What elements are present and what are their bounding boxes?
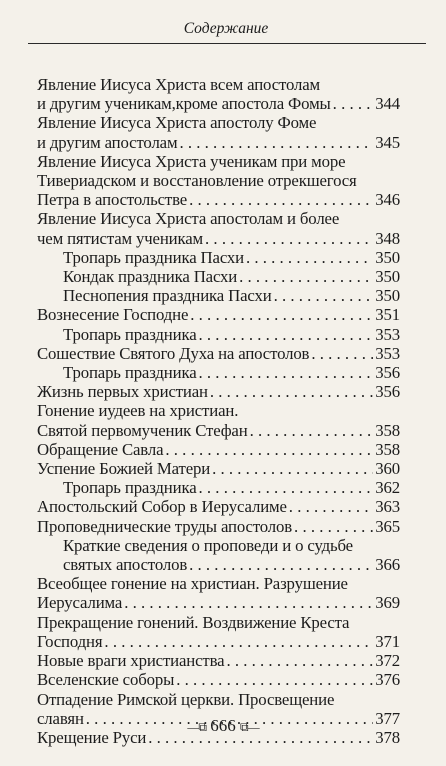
toc-leader-dots xyxy=(212,459,373,478)
toc-entry-line xyxy=(37,459,400,478)
toc-entry xyxy=(37,363,400,382)
toc-entry-line xyxy=(63,248,400,267)
toc-leader-dots xyxy=(189,555,373,574)
toc-page-number: 356 xyxy=(375,382,400,402)
toc-leader-dots xyxy=(199,478,374,497)
toc-leader-dots xyxy=(199,363,374,382)
toc-entry-line xyxy=(63,478,400,497)
table-of-contents xyxy=(37,75,400,747)
toc-entry-text: и другим апостолам xyxy=(37,132,178,152)
toc-entry-line xyxy=(37,133,400,152)
toc-entry xyxy=(37,574,400,612)
toc-page-number: 362 xyxy=(375,478,400,498)
toc-entry-text: и другим ученикам,кроме апостола Фомы xyxy=(37,94,331,114)
toc-entry-line xyxy=(37,209,400,228)
toc-entry-text: Песнопения праздника Пасхи xyxy=(63,286,272,306)
toc-entry-line xyxy=(37,152,400,171)
toc-entry xyxy=(37,248,400,267)
toc-leader-dots xyxy=(165,440,373,459)
toc-entry-text: чем пятистам ученикам xyxy=(37,228,204,248)
toc-entry xyxy=(37,305,400,324)
toc-page-number: 350 xyxy=(375,267,400,287)
toc-leader-dots xyxy=(294,517,373,536)
toc-entry-line xyxy=(37,593,400,612)
toc-entry-text: Крещение Руси xyxy=(37,727,147,747)
toc-leader-dots xyxy=(205,229,373,248)
toc-entry-line xyxy=(63,286,400,305)
toc-entry xyxy=(37,344,400,363)
toc-entry xyxy=(37,440,400,459)
toc-entry-line xyxy=(63,267,400,286)
toc-entry-text: Тивериадском и восстановление отрекшегося xyxy=(37,171,357,191)
toc-leader-dots xyxy=(246,248,373,267)
toc-entry-text: Всеобщее гонение на христиан. Разрушение xyxy=(37,574,348,594)
page-number: 666 xyxy=(210,716,236,735)
toc-page-number: 372 xyxy=(375,651,400,671)
toc-entry-text: Тропарь праздника Пасхи xyxy=(63,247,244,267)
toc-entry-line xyxy=(37,613,400,632)
toc-entry-text: славян xyxy=(37,708,84,728)
toc-entry xyxy=(37,459,400,478)
toc-leader-dots xyxy=(199,325,374,344)
toc-entry-line xyxy=(37,690,400,709)
toc-leader-dots xyxy=(210,382,373,401)
toc-entry-line xyxy=(37,382,400,401)
header-divider xyxy=(28,43,426,44)
toc-entry-text: Господня xyxy=(37,631,103,651)
toc-page-number: 360 xyxy=(375,459,400,479)
toc-leader-dots xyxy=(190,305,373,324)
toc-entry-text: Обращение Савла xyxy=(37,439,164,459)
toc-entry-line xyxy=(63,555,400,574)
toc-entry-text: Отпадение Римской церкви. Просвещение xyxy=(37,689,335,709)
toc-page-number: 348 xyxy=(375,228,400,248)
toc-page-number: 345 xyxy=(375,132,400,152)
toc-entry xyxy=(37,651,400,670)
toc-page-number: 363 xyxy=(375,497,400,517)
toc-page-number: 365 xyxy=(375,516,400,536)
toc-page-number: 369 xyxy=(375,593,400,613)
toc-page-number: 376 xyxy=(375,670,400,690)
toc-entry xyxy=(37,421,400,440)
toc-page-number: 377 xyxy=(375,708,400,728)
toc-page-number: 356 xyxy=(375,363,400,383)
toc-entry xyxy=(37,613,400,651)
toc-page-number: 378 xyxy=(375,727,400,747)
toc-entry-text: Прекращение гонений. Воздвижение Креста xyxy=(37,612,350,632)
toc-entry-text: Тропарь праздника xyxy=(63,363,197,383)
toc-entry-text: Святой первомученик Стефан xyxy=(37,420,248,440)
toc-entry-text: Тропарь праздника xyxy=(63,324,197,344)
toc-entry xyxy=(37,152,400,210)
toc-entry-text: Петра в апостольстве xyxy=(37,190,188,210)
toc-leader-dots xyxy=(124,593,373,612)
toc-entry-text: Вознесение Господне xyxy=(37,305,189,325)
toc-entry-line xyxy=(63,325,400,344)
footer-ornament-left-icon: —⧉ xyxy=(187,720,206,734)
toc-entry-text: Апостольский Собор в Иерусалиме xyxy=(37,497,287,517)
toc-entry xyxy=(37,478,400,497)
toc-leader-dots xyxy=(179,133,373,152)
toc-entry xyxy=(37,286,400,305)
toc-leader-dots xyxy=(226,651,373,670)
toc-entry-line xyxy=(37,75,400,94)
toc-entry-line xyxy=(37,670,400,689)
toc-entry-line xyxy=(63,536,400,555)
toc-entry-text: Тропарь праздника xyxy=(63,478,197,498)
toc-entry xyxy=(37,209,400,247)
toc-entry-text: Сошествие Святого Духа на апостолов xyxy=(37,343,310,363)
toc-page-number: 358 xyxy=(375,439,400,459)
toc-page-number: 353 xyxy=(375,324,400,344)
toc-entry-line xyxy=(37,94,400,113)
toc-entry-line xyxy=(37,190,400,209)
toc-page-number: 353 xyxy=(375,343,400,363)
toc-page-number: 351 xyxy=(375,305,400,325)
toc-entry-text: святых апостолов xyxy=(63,555,188,575)
toc-entry-line xyxy=(37,229,400,248)
toc-leader-dots xyxy=(189,190,373,209)
toc-entry-text: Иерусалима xyxy=(37,593,123,613)
toc-entry-text: Кондак праздника Пасхи xyxy=(63,267,238,287)
footer-ornament-right-icon: ⧉— xyxy=(240,720,259,734)
toc-page-number: 371 xyxy=(375,631,400,651)
toc-entry-text: Явление Иисуса Христа всем апостолам xyxy=(37,75,320,94)
toc-entry-line xyxy=(37,574,400,593)
toc-leader-dots xyxy=(311,344,373,363)
page-footer xyxy=(0,716,446,736)
toc-entry xyxy=(37,382,400,401)
toc-entry-line xyxy=(63,363,400,382)
toc-entry-line xyxy=(37,401,400,420)
toc-leader-dots xyxy=(289,497,373,516)
toc-entry-text: Явление Иисуса Христа апостолам и более xyxy=(37,209,340,229)
toc-entry-line xyxy=(37,421,400,440)
toc-page-number: 346 xyxy=(375,190,400,210)
toc-entry xyxy=(37,670,400,689)
toc-leader-dots xyxy=(104,632,373,651)
toc-entry xyxy=(37,325,400,344)
toc-entry-text: Проповеднические труды апостолов xyxy=(37,516,293,536)
toc-entry xyxy=(37,267,400,286)
toc-leader-dots xyxy=(274,286,374,305)
toc-entry-text: Вселенские соборы xyxy=(37,670,175,690)
toc-entry-line xyxy=(37,632,400,651)
toc-page-number: 350 xyxy=(375,247,400,267)
toc-entry-text: Новые враги христианства xyxy=(37,651,225,671)
toc-leader-dots xyxy=(250,421,374,440)
toc-page-number: 358 xyxy=(375,420,400,440)
toc-entry xyxy=(37,497,400,516)
toc-entry-line xyxy=(37,651,400,670)
toc-entry-text: Успение Божией Матери xyxy=(37,459,211,479)
toc-entry-text: Явление Иисуса Христа апостолу Фоме xyxy=(37,113,317,133)
toc-entry-text: Краткие сведения о проповеди и о судьбе xyxy=(63,535,353,555)
toc-page-number: 344 xyxy=(375,94,400,114)
toc-entry xyxy=(37,536,400,574)
toc-page-number: 366 xyxy=(375,555,400,575)
page-header-title: Содержание xyxy=(183,20,269,37)
toc-entry-line xyxy=(37,440,400,459)
toc-entry-text: Гонение иудеев на христиан. xyxy=(37,401,239,421)
toc-entry-line xyxy=(37,517,400,536)
toc-entry-text: Явление Иисуса Христа ученикам при море xyxy=(37,151,346,171)
toc-entry-line xyxy=(37,344,400,363)
toc-entry-line xyxy=(37,113,400,132)
toc-leader-dots xyxy=(239,267,373,286)
toc-page-number: 350 xyxy=(375,286,400,306)
toc-entry xyxy=(37,75,400,113)
toc-leader-dots xyxy=(176,670,373,689)
toc-entry xyxy=(37,517,400,536)
toc-entry-line xyxy=(37,305,400,324)
toc-entry xyxy=(37,113,400,151)
toc-entry xyxy=(37,401,400,420)
toc-leader-dots xyxy=(333,94,374,113)
toc-entry-text: Жизнь первых христиан xyxy=(37,382,208,402)
toc-entry-line xyxy=(37,497,400,516)
toc-entry-line xyxy=(37,171,400,190)
